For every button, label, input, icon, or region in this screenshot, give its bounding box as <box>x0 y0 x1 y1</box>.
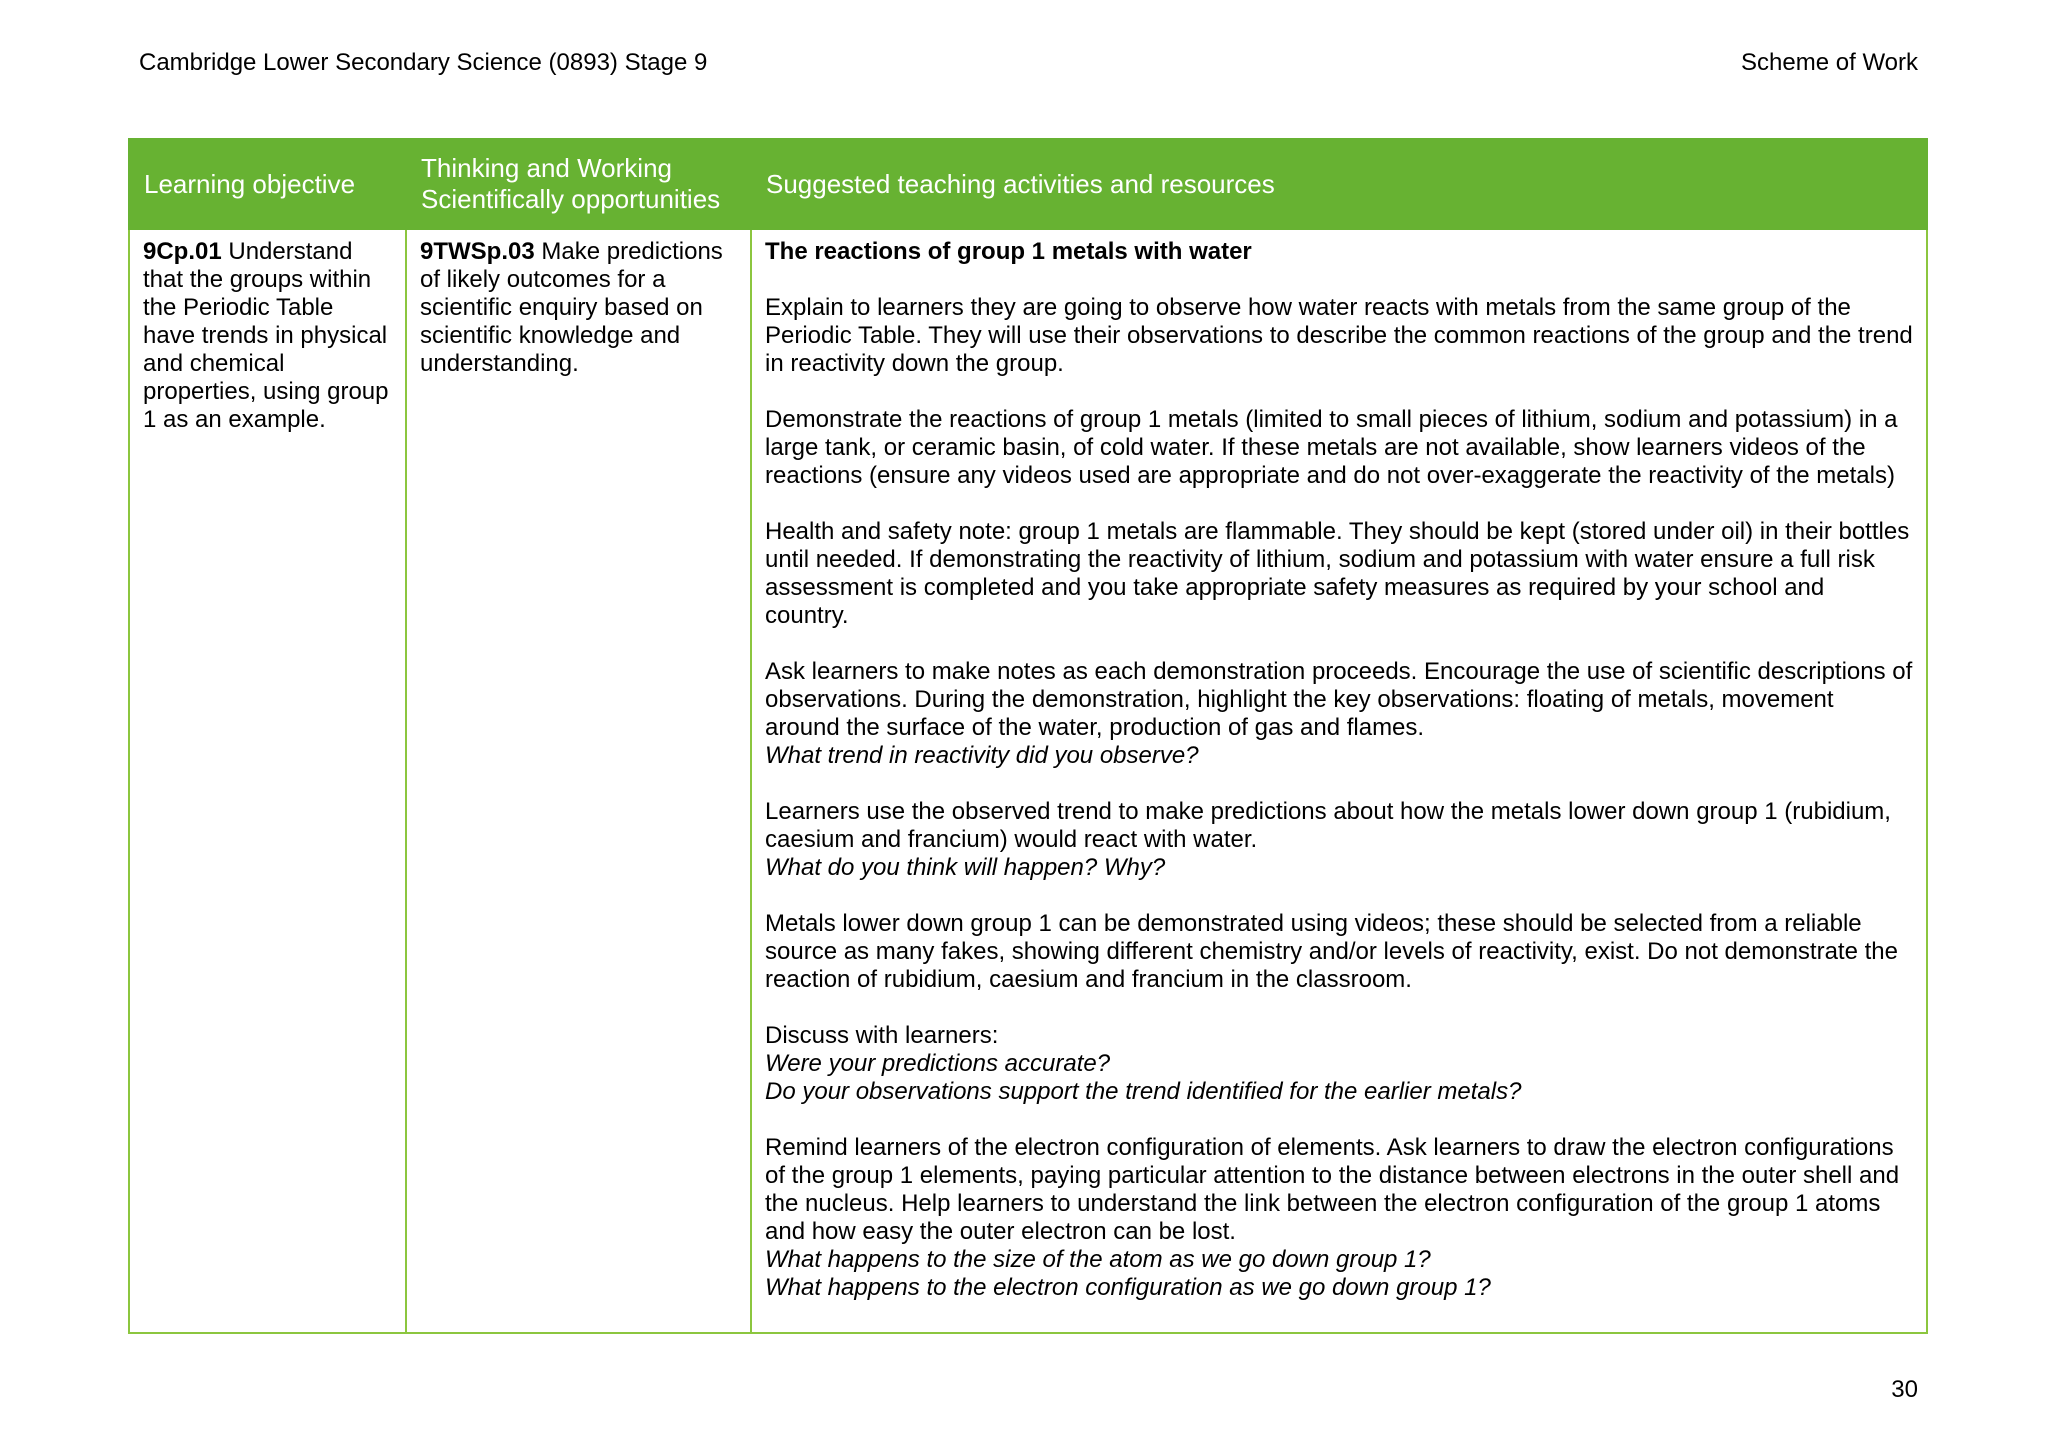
twsp-text: Make predictions of likely outcomes for a scientific enquiry based on scientific knowledge and understanding. <box>420 238 723 377</box>
table-header-row <box>129 139 1927 229</box>
scheme-of-work-table <box>128 138 1928 1334</box>
header-twsp-opportunities: Thinking and Working Scientifically opportunities <box>406 139 751 229</box>
activity-paragraph-demonstration: Demonstrate the reactions of group 1 metals (limited to small pieces of lithium, sodium and potassium) in a large tank, or ceramic basin, of cold water. If these metals are not available, show learners videos of the reactions (ensure any videos used are appropriate and do not over-exaggerate the reactivity of the metals) <box>765 406 1898 489</box>
learning-objective-cell <box>129 229 406 1333</box>
twsp-code: 9TWSp.03 <box>420 238 535 265</box>
notes-question: What trend in reactivity did you observe? <box>765 742 1199 769</box>
activity-paragraph-notes <box>765 658 1913 770</box>
discussion-question-1: Were your predictions accurate? <box>765 1050 1111 1077</box>
document-title: Cambridge Lower Secondary Science (0893) Stage 9 <box>139 49 708 76</box>
electron-question-2: What happens to the electron configuration as we go down group 1? <box>765 1274 1491 1301</box>
notes-text: Ask learners to make notes as each demonstration proceeds. Encourage the use of scientific descriptions of observations. During the demonstration, highlight the key observations: floating of metals, movement around the surface of the water, production of gas and flames. <box>765 658 1913 741</box>
activity-paragraph-intro: Explain to learners they are going to observe how water reacts with metals from the same group of the Periodic Table. They will use their observations to describe the common reactions of the group and the trend in reactivity down the group. <box>765 294 1913 377</box>
header-learning-objective: Learning objective <box>129 139 406 229</box>
activity-paragraph-electron-configuration <box>765 1134 1913 1302</box>
predictions-question: What do you think will happen? Why? <box>765 854 1166 881</box>
activity-paragraph-discussion <box>765 1022 1913 1106</box>
electron-question-1: What happens to the size of the atom as we go down group 1? <box>765 1246 1431 1273</box>
page-number: 30 <box>1891 1376 1918 1403</box>
objective-code: 9Cp.01 <box>143 238 222 265</box>
objective-text: Understand that the groups within the Periodic Table have trends in physical and chemical properties, using group 1 as an example. <box>143 238 389 433</box>
activities-cell <box>751 229 1927 1333</box>
predictions-text: Learners use the observed trend to make predictions about how the metals lower down group 1 (rubidium, caesium and francium) would react with water. <box>765 798 1891 853</box>
activity-paragraph-predictions <box>765 798 1913 882</box>
electron-configuration-text: Remind learners of the electron configuration of elements. Ask learners to draw the electron configurations of the group 1 elements, paying particular attention to the distance between electrons in the outer shell and the nucleus. Help learners to understand the link between the electron configuration of the group 1 atoms and how easy the outer electron can be lost. <box>765 1134 1900 1245</box>
twsp-cell <box>406 229 751 1333</box>
document-type: Scheme of Work <box>1741 49 1918 76</box>
discussion-question-2: Do your observations support the trend identified for the earlier metals? <box>765 1078 1522 1105</box>
header-teaching-activities: Suggested teaching activities and resources <box>751 139 1927 229</box>
activity-title: The reactions of group 1 metals with water <box>765 238 1252 265</box>
table-row <box>129 229 1927 1333</box>
activity-paragraph-videos: Metals lower down group 1 can be demonstrated using videos; these should be selected from a reliable source as many fakes, showing different chemistry and/or levels of reactivity, exist. Do not demonstrate the reaction of rubidium, caesium and francium in the classroom. <box>765 910 1898 993</box>
activity-paragraph-safety: Health and safety note: group 1 metals are flammable. They should be kept (stored under oil) in their bottles until needed. If demonstrating the reactivity of lithium, sodium and potassium with water ensure a full risk assessment is completed and you take appropriate safety measures as required by your school and country. <box>765 518 1910 629</box>
discussion-text: Discuss with learners: <box>765 1022 999 1049</box>
